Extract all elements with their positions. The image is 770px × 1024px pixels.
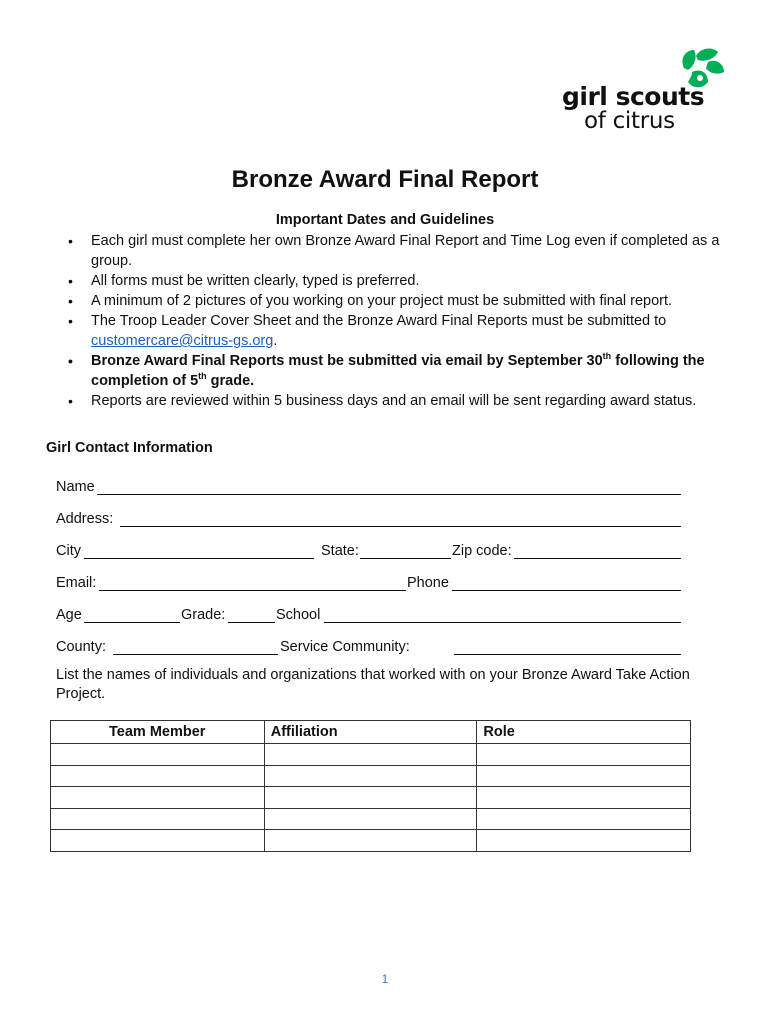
name-label: Name — [56, 479, 95, 495]
age-row — [56, 606, 681, 626]
affiliation-cell[interactable] — [264, 808, 477, 830]
girl-scouts-logo — [558, 46, 728, 138]
guideline-text: following the completion of 5 — [91, 353, 705, 389]
team-table — [50, 720, 691, 852]
affiliation-cell[interactable] — [264, 765, 477, 787]
email-row — [56, 574, 681, 594]
affiliation-cell[interactable] — [264, 830, 477, 852]
guideline-item — [66, 291, 736, 311]
guideline-text: Each girl must complete her own Bronze Award Final Report and Time Log even if completed as a group. — [91, 233, 720, 269]
county-label: County: — [56, 639, 106, 655]
email-field[interactable] — [99, 590, 406, 591]
address-field[interactable] — [120, 526, 681, 527]
age-label: Age — [56, 607, 82, 623]
service-community-field[interactable] — [454, 654, 681, 655]
role-cell[interactable] — [477, 765, 691, 787]
grade-field[interactable] — [228, 622, 275, 623]
team-member-cell[interactable] — [51, 830, 265, 852]
guideline-text: A minimum of 2 pictures of you working on your project must be submitted with final report. — [91, 293, 673, 309]
guideline-text: grade. — [206, 373, 255, 389]
email-label: Email: — [56, 575, 97, 591]
guideline-text: Reports are reviewed within 5 business days and an email will be sent regarding award status. — [91, 393, 697, 409]
guideline-item — [66, 271, 736, 291]
guideline-item — [66, 391, 736, 411]
affiliation-cell[interactable] — [264, 787, 477, 809]
table-row — [51, 765, 691, 787]
school-label: School — [276, 607, 321, 623]
document-title: Bronze Award Final Report — [231, 166, 539, 193]
team-member-cell[interactable] — [51, 808, 265, 830]
column-header-team-member: Team Member — [51, 721, 265, 744]
state-field[interactable] — [360, 558, 451, 559]
guideline-text: The Troop Leader Cover Sheet and the Bronze Award Final Reports must be submitted to — [91, 313, 667, 329]
guidelines-list — [66, 231, 736, 411]
team-table-header — [51, 721, 691, 744]
city-row — [56, 542, 681, 562]
phone-label: Phone — [407, 575, 449, 591]
logo-text-girl-scouts: girl scouts — [562, 82, 705, 111]
superscript: th — [198, 371, 207, 382]
county-row — [56, 638, 681, 658]
zip-label: Zip code: — [452, 543, 512, 559]
team-member-cell[interactable] — [51, 744, 265, 766]
affiliation-cell[interactable] — [264, 744, 477, 766]
address-label: Address: — [56, 511, 114, 527]
guideline-item — [66, 231, 736, 271]
role-cell[interactable] — [477, 744, 691, 766]
guideline-item — [66, 311, 736, 351]
logo-text-of-citrus: of citrus — [584, 108, 675, 134]
grade-label: Grade: — [181, 607, 226, 623]
name-field[interactable] — [97, 494, 681, 495]
age-field[interactable] — [84, 622, 180, 623]
role-cell[interactable] — [477, 787, 691, 809]
customercare-email-link[interactable]: customercare@citrus-gs.org — [91, 333, 274, 349]
school-field[interactable] — [324, 622, 681, 623]
city-label: City — [56, 543, 81, 559]
guideline-text: Bronze Award Final Reports must be submitted via email by September 30 — [91, 353, 603, 369]
zip-field[interactable] — [514, 558, 681, 559]
superscript: th — [602, 351, 612, 362]
guideline-text: . — [273, 333, 278, 349]
team-member-cell[interactable] — [51, 787, 265, 809]
table-row — [51, 808, 691, 830]
state-label: State: — [321, 543, 359, 559]
team-intro-text: List the names of individuals and organizations that worked with on your Bronze Award Take Action Project. — [56, 667, 690, 702]
guideline-item-deadline — [66, 351, 736, 391]
team-member-cell[interactable] — [51, 765, 265, 787]
city-field[interactable] — [84, 558, 314, 559]
role-cell[interactable] — [477, 830, 691, 852]
table-row — [51, 830, 691, 852]
phone-field[interactable] — [452, 590, 681, 591]
table-row — [51, 744, 691, 766]
column-header-role: Role — [477, 721, 691, 744]
contact-section-heading: Girl Contact Information — [46, 440, 213, 456]
table-row — [51, 787, 691, 809]
name-row — [56, 478, 681, 498]
address-row — [56, 510, 681, 530]
service-community-label: Service Community: — [280, 639, 410, 655]
role-cell[interactable] — [477, 808, 691, 830]
guideline-text: All forms must be written clearly, typed is preferred. — [91, 273, 420, 289]
county-field[interactable] — [113, 654, 278, 655]
page-number: 1 — [381, 972, 389, 986]
guidelines-heading: Important Dates and Guidelines — [275, 212, 495, 228]
column-header-affiliation: Affiliation — [264, 721, 477, 744]
